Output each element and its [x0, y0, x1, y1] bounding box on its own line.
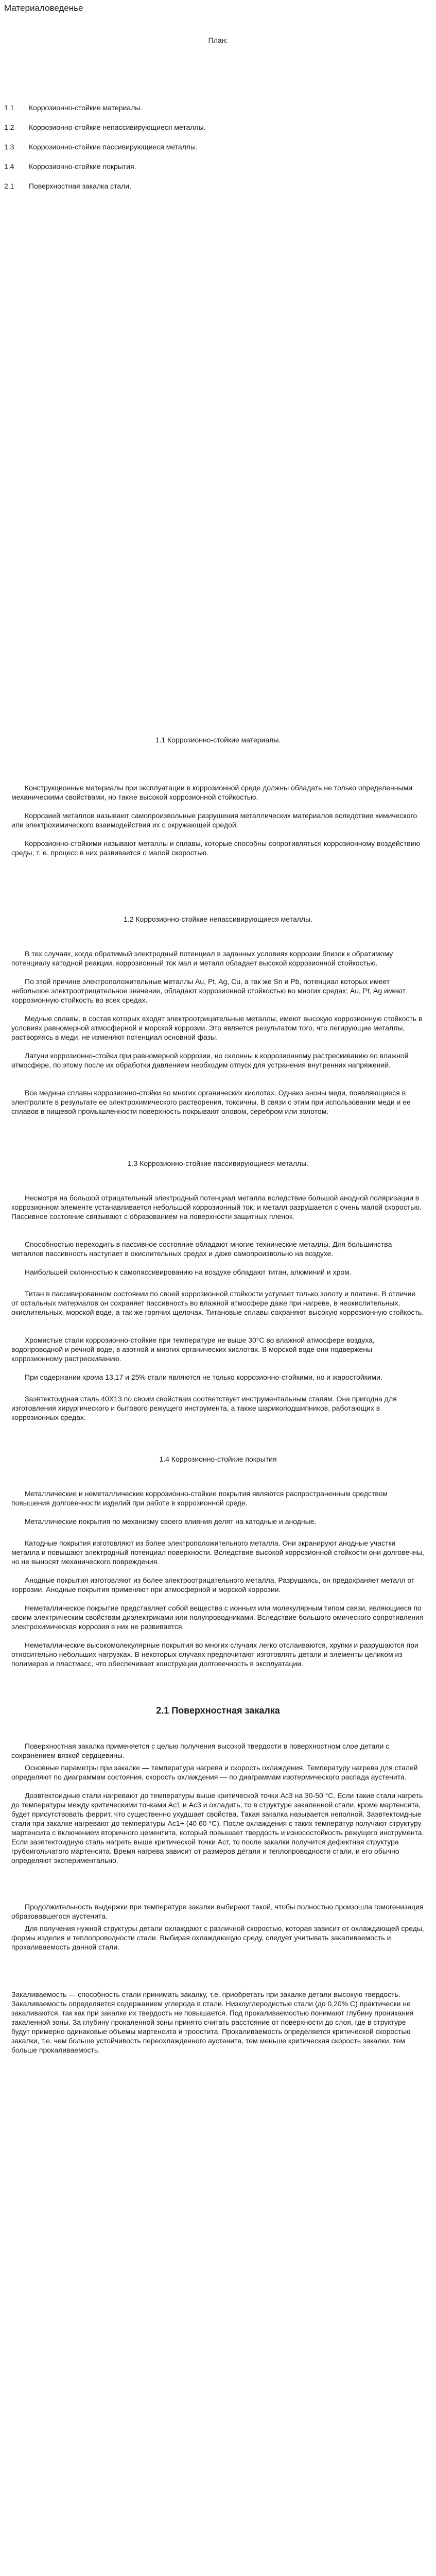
section-heading-1-1: 1.1 Коррозионно-стойкие материалы. [155, 736, 281, 744]
paragraph: Несмотря на большой отрицательный электродный потенциал металла вследствие большой анодной поляризации в коррозионном элементе устанавливается небольшой коррозионный ток, и металл разрушается с очень малой скоростью. Пассивное состояние связывают с образованием на поверхности защитных пленок. [11, 1194, 422, 1221]
toc-item-number: 1.4 [4, 162, 14, 171]
toc-item [4, 176, 364, 196]
section-heading-1-4: 1.4 Коррозионно-стойкие покрытия [159, 1455, 277, 1463]
paragraph: Продолжительность выдержки при температуре закалки выбирают такой, чтобы полностью произошла гомогенизация образовавшегося аустенита. [11, 1903, 424, 1920]
paragraph: Конструкционные материалы при эксплуатации в коррозионной среде должны обладать не только определенными механическими свойствами, но также высокой коррозионной стойкостью. [11, 784, 413, 801]
paragraph: Все медные сплавы коррозионно-стойки во многих органических кислотах. Однако аноны меди, появляющиеся в электролите в результате ее электрохимического растворения, токсичны. В связи с этим при использовании меди и ее сплавов в пищевой промышленности поверхность покрывают оловом, серебром или золотом. [11, 1089, 411, 1115]
toc-item-number: 1.2 [4, 123, 14, 131]
table-of-contents [4, 98, 364, 196]
toc-item-number: 2.1 [4, 182, 14, 190]
toc-item-number: 1.1 [4, 104, 14, 112]
section-heading-1-2: 1.2 Коррозионно-стойкие непассивирующиеся металлы. [124, 915, 312, 923]
paragraph: Неметаллическое покрытие представляет собой вещества с ионным или молекулярным типом связи, являющиеся по своим электрическим свойствам диэлектриками или полупроводниками. Вследствие большого омического сопротивления электрохимическая коррозия в них не развивается. [11, 1604, 424, 1631]
paragraph: Медные сплавы, в состав которых входят электроотрицательные металлы, имеют высокую коррозионную стойкость в условиях равномерной атмосферной и морской коррозии. Это является результатом того, что легирующие металлы, растворяясь в меди, не изменяют потенциал основной фазы. [11, 1014, 423, 1041]
toc-item [4, 137, 364, 157]
paragraph: Поверхностная закалка применяется с целью получения высокой твердости в поверхностном слое детали с сохранением вязкой сердцевины. [11, 1742, 390, 1759]
paragraph: Коррозионно-стойкими называют металлы и сплавы, которые способны сопротивляться коррозионному воздействию среды, т. е. процесс в них развивается с малой скоростью. [11, 839, 421, 857]
paragraph: Анодные покрытия изготовляют из более электроотрицательного металла. Разрушаясь, он предохраняет металл от коррозии. Анодные покрытия применяют при атмосферной и морской коррозии. [11, 1576, 415, 1594]
paragraph: Закаливаемость — способность стали принимать закалку, т.е. приобретать при закалке детали высокую твердость. Закаливаемость определяется содержанием углерода в стали. Низкоуглеродистые стали (до 0,20% C) практически не закаливаются, так как при закалке их твердость не повышается. Под прокаливаемостью понимают глубину проникания закаленной зоны. За глубину прокаленной зоны принято считать расстояние от поверхности до слоя, где в структуре будут примерно одинаковые объемы мартенсита и троостита. Прокаливаемость определяется критической скоростью закалки, т.е. чем больше устойчивость переохлажденного аустенита, тем меньше критическая скорость закалки, тем больше прокаливаемость. [11, 1990, 414, 2054]
toc-item [4, 157, 364, 176]
paragraph: Для получения нужной структуры детали охлаждают с различной скоростью, которая зависит от охлаждающей среды, формы изделия и теплопроводности стали. Выбирая охлаждающую среду, следует учитывать закаливаемость и прокаливаемость данной стали. [11, 1924, 424, 1951]
paragraph: Коррозией металлов называют самопроизвольные разрушения металлических материалов вследствие химического или электрохимического взаимодействия их с окружающей средой. [11, 811, 417, 829]
toc-item-label: Коррозионно-стойкие покрытия. [29, 162, 136, 171]
document-title: Материаловеденье [4, 3, 83, 13]
paragraph: Основные параметры при закалке — температура нагрева и скорость охлаждения. Температуру нагрева для сталей определяют по диаграммам состояния, скорость охлаждения — по диаграммам изотермического распада аустенита. [11, 1764, 418, 1781]
paragraph: Неметаллические высокомолекулярные покрытия во многих случаях легко отслаиваются, хрупки и разрушаются при относительно небольших нагрузках. В некоторых случаях предпочитают изготовлять детали и элементы целиком из полимеров и пластмасс, что обеспечивает конструкции долговечность в эксплуатации. [11, 1641, 418, 1668]
section-heading-1-3: 1.3 Коррозионно-стойкие пассивирующиеся металлы. [127, 1159, 309, 1167]
toc-item [4, 117, 364, 137]
paragraph: В тех случаях, когда обратимый электродный потенциал в заданных условиях коррозии близок к обратимому потенциалу катодной реакции, коррозионный ток мал и металл обладает высокой коррозионной стойкостью. [11, 950, 393, 967]
paragraph: Титан в пассивированном состоянии по своей коррозионной стойкости уступает только золоту и платине. В отличие от остальных материалов он сохраняет пассивность во влажной атмосфере даже при нагреве, в неокислительных, окислительных, морской воде, а так же горячих щелочах. Титановые сплавы сохраняют высокую коррозионную стойкость. [11, 1290, 424, 1316]
toc-item-label: Коррозионно-стойкие пассивирующиеся металлы. [29, 143, 198, 151]
plan-heading: План: [208, 36, 228, 44]
paragraph: Наибольшей склонностью к самопассивированию на воздухе обладают титан, алюминий и хром. [25, 1268, 352, 1276]
paragraph: Латуни коррозионно-стойки при равномерной коррозии, но склонны к коррозионному растрескиванию во влажной атмосфере, по этому после их обработки давлением необходим отпуск для устранения внутренних напряжений. [11, 1052, 409, 1069]
paragraph: Доэвтектоидные стали нагревают до температуры выше критической точки Ac3 на 30-50 °C. Если такие стали нагреть до температуры между критическими точками Ac1 и Ac3 и охладить, то в структуре закаленной стали, кроме мартенсита, будет присутствовать феррит, что существенно ухудшает свойства. Такая закалка называется неполной. Заэвтектоидные стали при закалке нагревают до температуры Ac1+ (40 60 °C). После охлаждения с таких температур получают структуру мартенсита с включением вторичного цементита, который повышает твердость и износостойкость режущего инструмента. Если заэвтектоидную сталь нагреть выше критической точки Acт, то после закалки получится дефектная структура грубоигольчатого мартенсита. Время нагрева зависит от размеров детали и теплопроводности стали, и его обычно определяют экспериментально. [11, 1791, 424, 1865]
paragraph: Заэвтектоидная сталь 40Х13 по своим свойствам соответствует инструментальным сталям. Она пригодна для изготовления хирургического и бытового режущего инструмента, а также шарикоподшипников, работающих в коррозионных средах. [11, 1395, 397, 1421]
toc-item-label: Поверхностная закалка стали. [29, 182, 132, 190]
section-heading-2-1: 2.1 Поверхностная закалка [156, 1705, 280, 1716]
toc-item-label: Коррозионно-стойкие материалы. [29, 104, 143, 112]
paragraph: Способностью переходить в пассивное состояние обладают многие технические металлы. Для большинства металлов пассивность наступает в окислительных средах и даже самопроизвольно на воздухе. [11, 1240, 392, 1258]
toc-item-number: 1.3 [4, 143, 14, 151]
paragraph: Хромистые стали коррозионно-стойкие при температуре не выше 30°C во влажной атмосфере воздуха, водопроводной и речной воде, в азотной и многих органических кислотах. В морской воде они подвержены коррозионному растрескиванию. [11, 1336, 375, 1363]
paragraph: По этой причине электроположительные металлы Au, Pt, Ag, Cu, а так же Sn и Pb, потенциал которых имеет небольшое электроотрицательное значение, обладают коррозионной стойкостью во многих средах; Au, Pt, Ag имеют коррозионную стойкость во всех средах. [11, 977, 406, 1004]
paragraph: При содержании хрома 13,17 и 25% стали являются не только коррозионно-стойкими, но и жаростойкими. [25, 1373, 382, 1381]
paragraph: Металлические покрытия по механизму своего влияния делят на катодные и анодные. [25, 1517, 317, 1526]
paragraph: Металлические и неметаллические коррозионно-стойкие покрытия являются распространенным средством повышения долговечности изделий при работе в коррозионной среде. [11, 1489, 388, 1507]
toc-item [4, 98, 364, 117]
paragraph: Катодные покрытия изготовляют из более электроположительного металла. Они экранируют анодные участки металла и повышают электродный потенциал поверхности. Вследствие высокой коррозионной стойкости они долговечны, но не выносят механического повреждения. [11, 1539, 424, 1566]
toc-item-label: Коррозионно-стойкие непассивирующиеся металлы. [29, 123, 206, 131]
